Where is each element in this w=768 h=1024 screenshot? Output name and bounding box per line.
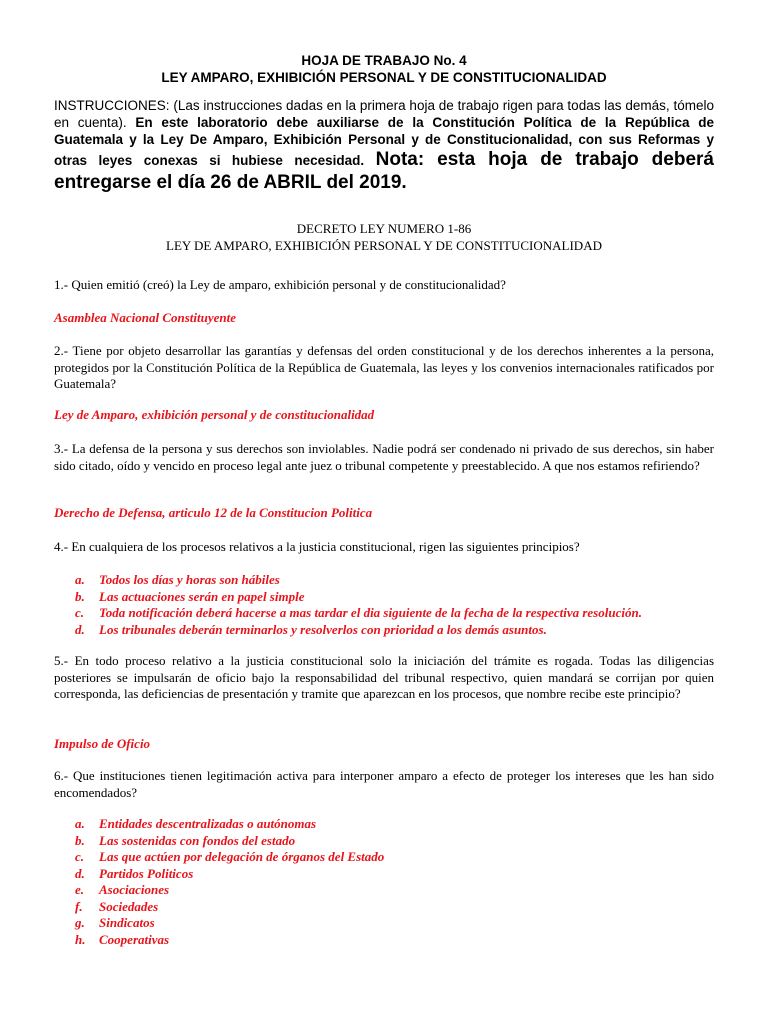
list-item	[54, 605, 714, 622]
list-item-text: Toda notificación deberá hacerse a mas tardar el dia siguiente de la fecha de la respectiva resolución.	[99, 605, 642, 620]
list-marker: a.	[75, 816, 85, 831]
answer-5: Impulso de Oficio	[54, 736, 151, 751]
list-item	[54, 866, 714, 883]
instructions-plain: INSTRUCCIONES: (Las instrucciones dadas en la primera hoja de trabajo rigen para todas las demás, tómelo en cuenta).	[54, 98, 714, 130]
list-item	[54, 882, 714, 899]
list-item	[54, 899, 714, 916]
list-item	[54, 622, 714, 639]
list-item-text: Asociaciones	[99, 882, 170, 897]
principles-list	[54, 572, 714, 638]
list-marker: f.	[75, 898, 83, 914]
list-item	[54, 932, 714, 949]
worksheet-title: HOJA DE TRABAJO No. 4	[301, 53, 467, 68]
list-marker: c.	[75, 605, 85, 620]
list-item-text: Las actuaciones serán en papel simple	[99, 588, 305, 604]
question-2: 2.- Tiene por objeto desarrollar las garantías y defensas del orden constitucional y de los derechos inherentes a la persona, protegidos por la Constitución Política de la República de Guatemala, las leyes y los convenios internacionales ratificados por Guatemala?	[54, 343, 714, 391]
decree-law-name: LEY DE AMPARO, EXHIBICIÓN PERSONAL Y DE CONSTITUCIONALIDAD	[166, 238, 602, 253]
instructions-paragraph	[54, 97, 714, 194]
list-item	[54, 833, 714, 850]
question-4: 4.- En cualquiera de los procesos relativos a la justicia constitucional, rigen las siguientes principios?	[54, 539, 580, 554]
list-item-text: Las sostenidas con fondos del estado	[99, 832, 296, 848]
list-marker: g.	[75, 915, 85, 930]
list-item-text: Todos los días y horas son hábiles	[99, 572, 280, 587]
answer-2: Ley de Amparo, exhibición personal y de constitucionalidad	[54, 407, 375, 422]
list-item	[54, 915, 714, 932]
list-marker: b.	[75, 832, 85, 848]
list-item-text: Las que actúen por delegación de órganos del Estado	[99, 849, 385, 864]
list-marker: e.	[75, 882, 85, 897]
list-item	[54, 816, 714, 833]
question-5: 5.- En todo proceso relativo a la justicia constitucional solo la iniciación del trámite es rogada. Todas las diligencias posteriores se impulsarán de oficio bajo la responsabilidad del tribunal respectivo, quien mandará se corrijan por quien corresponda, las deficiencias de presentación y tramite que aparezcan en los procesos, que nombre recibe este principio?	[54, 653, 714, 701]
question-1: 1.- Quien emitió (creó) la Ley de amparo, exhibición personal y de constitucionalidad?	[54, 277, 506, 292]
list-item-text: Cooperativas	[99, 931, 170, 947]
list-item-text: Sociedades	[99, 898, 159, 914]
decree-number: DECRETO LEY NUMERO 1-86	[296, 221, 472, 236]
list-marker: d.	[75, 865, 85, 881]
list-item	[54, 572, 714, 589]
worksheet-subtitle: LEY AMPARO, EXHIBICIÓN PERSONAL Y DE CONSTITUCIONALIDAD	[161, 70, 607, 85]
question-6: 6.- Que instituciones tienen legitimación activa para interponer amparo a efecto de proteger los intereses que les han sido encomendados?	[54, 768, 714, 800]
list-item	[54, 589, 714, 606]
due-date-note: Nota: esta hoja de trabajo deberá entregarse el día 26 de ABRIL del 2019.	[54, 149, 714, 193]
question-3: 3.- La defensa de la persona y sus derechos son inviolables. Nadie podrá ser condenado ni privado de sus derechos, sin haber sido citado, oído y vencido en proceso legal ante juez o tribunal competente y preestablecido. A que nos estamos refiriendo?	[54, 441, 714, 473]
list-item-text: Sindicatos	[99, 915, 155, 930]
instructions-bold: En este laboratorio debe auxiliarse de la Constitución Política de la República de Guatemala y la Ley De Amparo, Exhibición Personal y de Constitucionalidad, con sus Reformas y otras leyes conexas si hubiese necesidad.	[54, 115, 714, 168]
list-item-text: Los tribunales deberán terminarlos y resolverlos con prioridad a los demás asuntos.	[99, 621, 547, 637]
answer-1: Asamblea Nacional Constituyente	[54, 310, 237, 325]
list-marker: a.	[75, 572, 85, 587]
list-marker: h.	[75, 931, 86, 947]
list-marker: c.	[75, 849, 85, 864]
list-marker: b.	[75, 588, 85, 604]
institutions-list	[54, 816, 714, 948]
list-marker: d.	[75, 621, 85, 637]
list-item-text: Partidos Politicos	[99, 865, 194, 881]
list-item	[54, 849, 714, 866]
list-item-text: Entidades descentralizadas o autónomas	[99, 816, 317, 831]
answer-3: Derecho de Defensa, articulo 12 de la Constitucion Politica	[54, 505, 373, 520]
